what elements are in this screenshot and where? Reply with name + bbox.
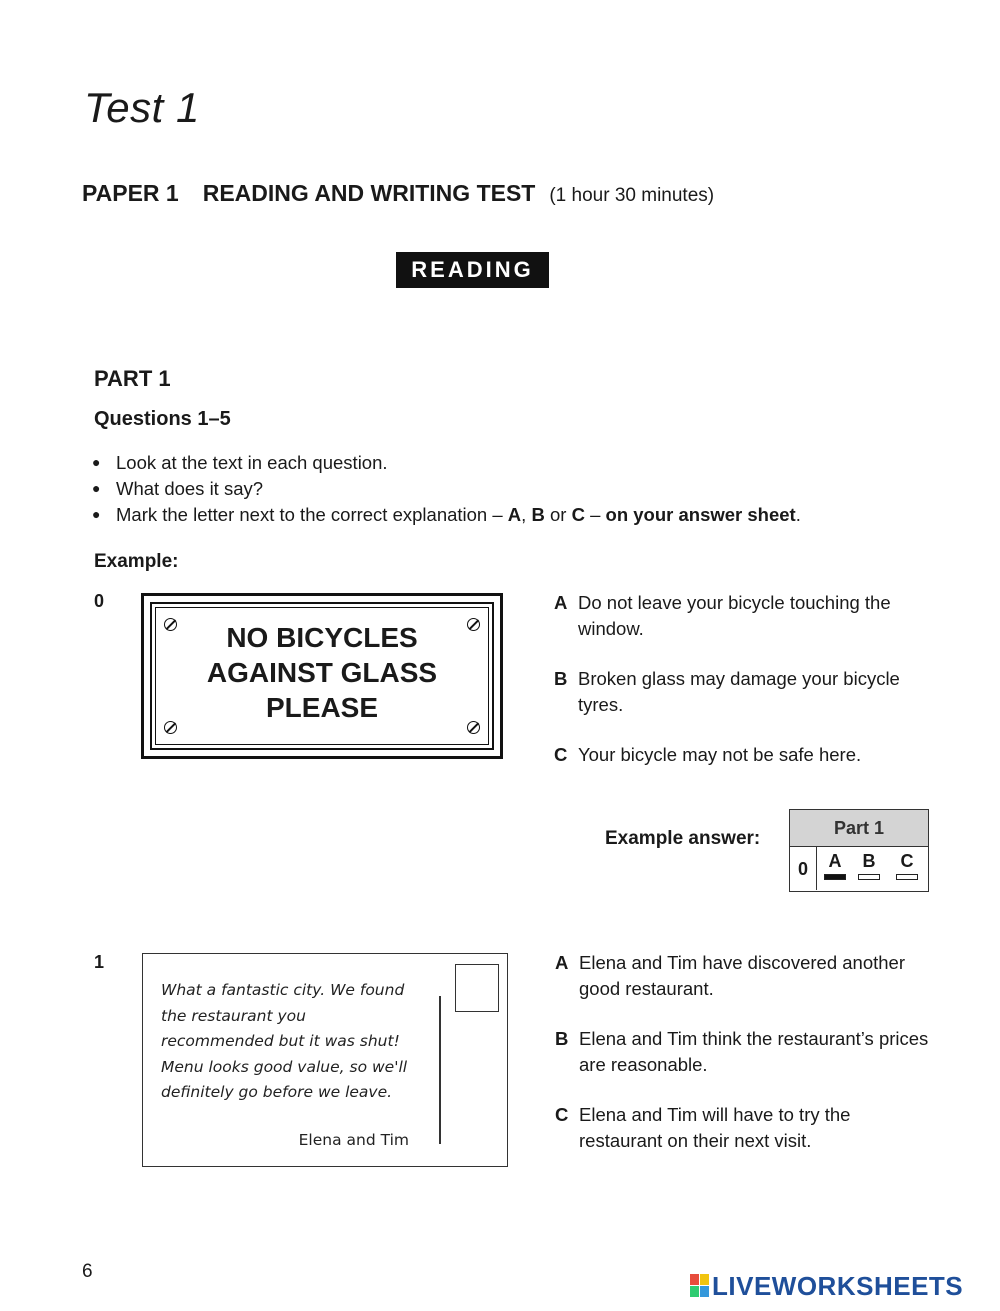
answer-grid [789, 809, 929, 892]
paper-label: PAPER 1 [82, 180, 179, 206]
example-answer-label: Example answer: [605, 828, 761, 849]
option-b: B Broken glass may damage your bicycle tyres. [554, 668, 900, 715]
option-c: C Elena and Tim will have to try the restaurant on their next visit. [555, 1104, 851, 1151]
instruction-item: ● What does it say? [92, 478, 264, 499]
bullet-icon: ● [92, 480, 101, 496]
grid-row-number: 0 [790, 846, 817, 890]
sign-line: PLEASE [265, 692, 379, 723]
sign-line: AGAINST GLASS [206, 657, 438, 688]
liveworksheets-icon [690, 1274, 710, 1298]
test-title: Test 1 [84, 84, 200, 131]
bullet-icon: ● [92, 454, 101, 470]
answer-box [858, 874, 880, 880]
postcard-divider [439, 996, 441, 1144]
stamp-box [455, 964, 499, 1012]
grid-option-b: B [854, 850, 884, 880]
instruction-item: ● Mark the letter next to the correct explanation – A, B or C – on your answer sheet. [92, 504, 801, 525]
brand-text: LIVEWORKSHEETS [712, 1271, 964, 1301]
example-label: Example: [94, 551, 179, 572]
section-banner: READING [396, 252, 549, 288]
option-a: A Do not leave your bicycle touching the window. [554, 592, 891, 639]
option-a: A Elena and Tim have discovered another good restaurant. [555, 952, 906, 999]
sign-line: NO BICYCLES [226, 622, 418, 653]
paper-name: READING AND WRITING TEST [202, 180, 536, 206]
paper-heading [82, 180, 714, 207]
postcard-signature: Elena and Tim [298, 1131, 409, 1149]
postcard [142, 953, 508, 1167]
bullet-icon: ● [92, 506, 101, 522]
instruction-item: ● Look at the text in each question. [92, 452, 388, 473]
example-sign [141, 593, 503, 759]
option-c: C Your bicycle may not be safe here. [554, 744, 862, 765]
part-title: PART 1 [94, 366, 171, 391]
grid-option-a: A [820, 850, 850, 880]
brand-logo[interactable] [690, 1271, 963, 1302]
grid-title: Part 1 [790, 810, 928, 847]
instructions-list [92, 452, 801, 530]
example-number: 0 [94, 591, 105, 611]
answer-box-filled [824, 874, 846, 880]
page-number: 6 [82, 1261, 93, 1282]
questions-range: Questions 1–5 [94, 408, 231, 430]
option-b: B Elena and Tim think the restaurant’s prices are reasonable. [555, 1028, 929, 1075]
paper-duration: (1 hour 30 minutes) [549, 185, 715, 206]
postcard-message: What a fantastic city. We found the restaurant you recommended but it was shut! Menu looks good value, so we'll definitely go before we leave. [161, 981, 408, 1101]
question-number: 1 [94, 952, 105, 972]
answer-box [896, 874, 918, 880]
grid-option-c: C [892, 850, 922, 880]
